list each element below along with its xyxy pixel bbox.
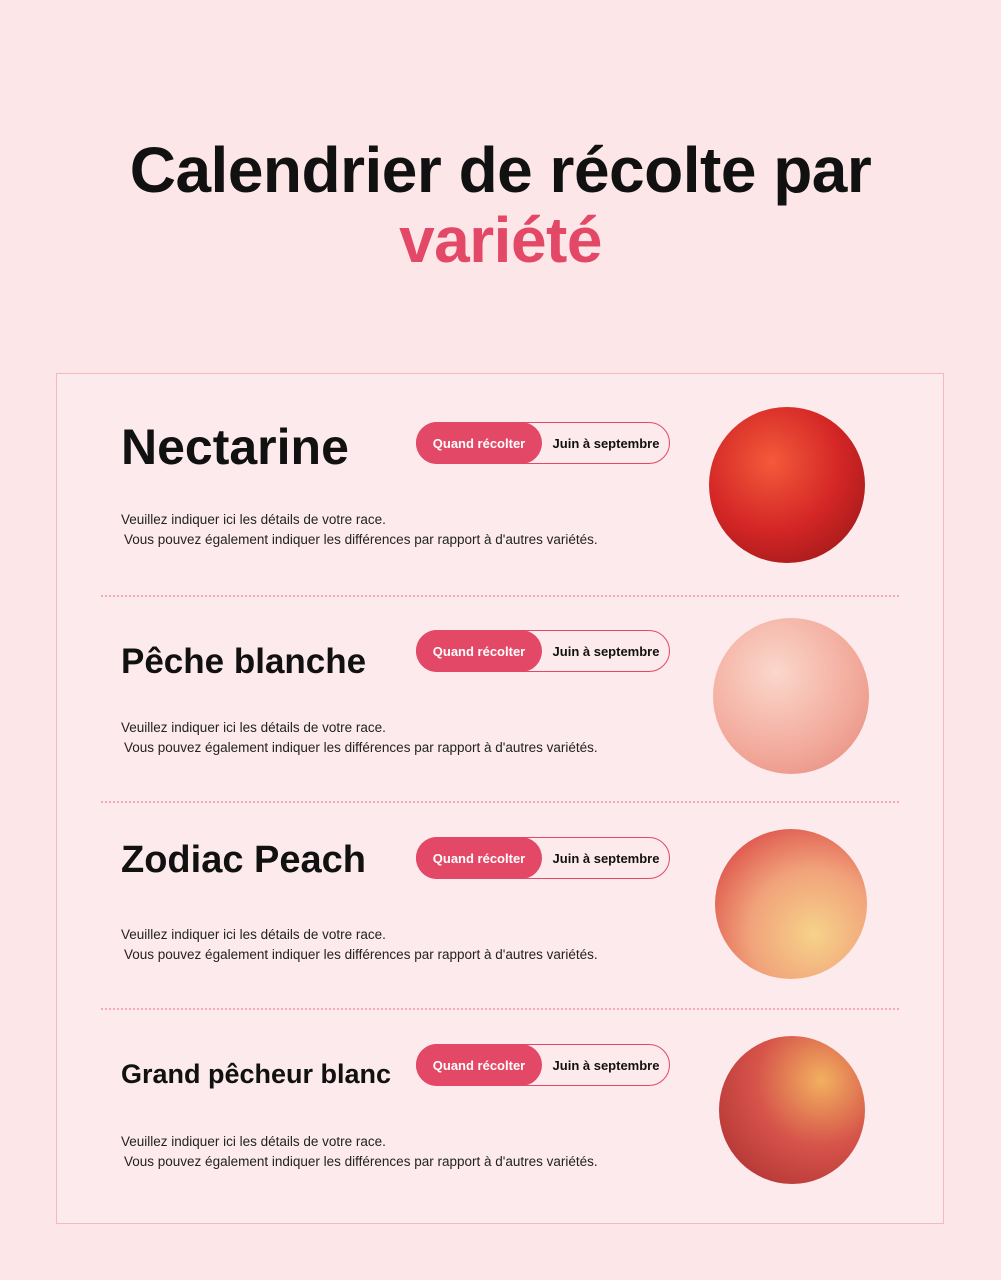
variety-description (121, 925, 598, 965)
desc-line: Veuillez indiquer ici les détails de votre race. (121, 512, 386, 527)
harvest-label: Quand récolter (416, 837, 542, 879)
harvest-pill (416, 837, 670, 879)
harvest-period: Juin à septembre (552, 435, 660, 451)
variety-name: Zodiac Peach (121, 839, 366, 881)
desc-line: Vous pouvez également indiquer les différences par rapport à d'autres variétés. (124, 1154, 598, 1169)
zodiac-peach-image (715, 829, 867, 979)
variety-row-grand-pecheur-blanc (57, 996, 943, 1203)
harvest-period: Juin à septembre (552, 1057, 660, 1073)
white-peach-image (713, 618, 869, 774)
harvest-period: Juin à septembre (552, 643, 660, 659)
variety-description (121, 1132, 598, 1172)
title-line-1: Calendrier de récolte par (129, 134, 872, 206)
harvest-period: Juin à septembre (552, 850, 660, 866)
variety-row-nectarine (57, 374, 943, 581)
nectarine-image (709, 407, 865, 563)
variety-name: Nectarine (121, 419, 349, 475)
desc-line: Vous pouvez également indiquer les différences par rapport à d'autres variétés. (124, 532, 598, 547)
harvest-pill (416, 1044, 670, 1086)
harvest-pill (416, 422, 670, 464)
variety-card (56, 373, 944, 1224)
harvest-pill (416, 630, 670, 672)
title-line-2: variété (399, 204, 602, 276)
variety-description (121, 510, 598, 550)
grand-pecheur-image (719, 1036, 865, 1184)
desc-line: Veuillez indiquer ici les détails de votre race. (121, 720, 386, 735)
variety-row-peche-blanche (57, 582, 943, 789)
variety-name: Pêche blanche (121, 642, 367, 681)
harvest-label: Quand récolter (416, 422, 542, 464)
variety-description (121, 718, 598, 758)
variety-name: Grand pêcheur blanc (121, 1059, 392, 1089)
desc-line: Vous pouvez également indiquer les différences par rapport à d'autres variétés. (124, 740, 598, 755)
desc-line: Vous pouvez également indiquer les différences par rapport à d'autres variétés. (124, 947, 598, 962)
harvest-label: Quand récolter (416, 630, 542, 672)
harvest-label: Quand récolter (416, 1044, 542, 1086)
page-title (0, 135, 1001, 275)
desc-line: Veuillez indiquer ici les détails de votre race. (121, 1134, 386, 1149)
variety-row-zodiac-peach (57, 789, 943, 996)
desc-line: Veuillez indiquer ici les détails de votre race. (121, 927, 386, 942)
